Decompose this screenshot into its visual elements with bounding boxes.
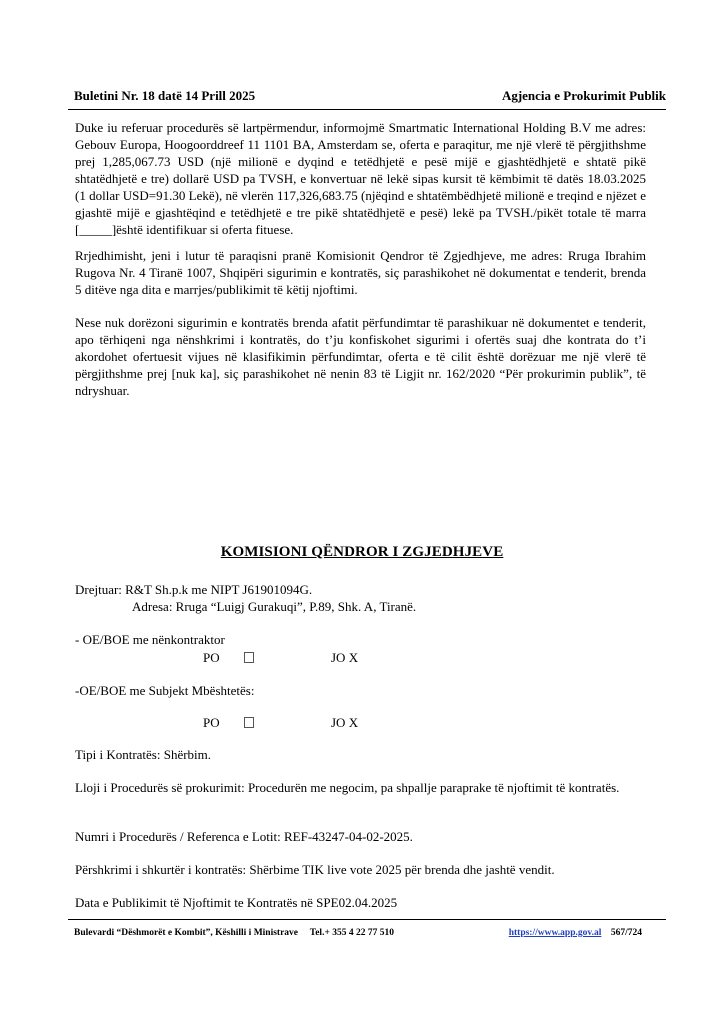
subcontractor-po xyxy=(203,649,254,666)
agency-name: Agjencia e Prokurimit Publik xyxy=(501,88,666,103)
header-rule xyxy=(68,109,666,110)
support-subject-label: -OE/BOE me Subjekt Mbështetës: xyxy=(75,683,255,698)
addressee-address: Adresa: Rruga “Luigj Gurakuqi”, P.89, Shk. A, Tiranë. xyxy=(132,599,417,614)
guarantee-paragraph: Rrjedhimisht, jeni i lutur të paraqisni pranë Komisionit Qendror të Zgjedhjeve, me adres: Rruga Ibrahim Rugova Nr. 4 Tiranë 1007, Shqipëri sigurimin e kontratës, siç parashikohet në dokumentat e tenderit, brenda 5 ditëve nga dita e marrjes/publikimit të këtij njoftimi. xyxy=(75,248,646,297)
forfeit-paragraph: Nese nuk dorëzoni sigurimin e kontratës brenda afatit përfundimtar të parashikuar në dokumentet e tenderit, apo tërhiqeni nga nënshkrimi i kontratës, do t’ju konfiskohet sigurimi i ofertës suaj dhe kontrata do t’i akordohet ofertuesit vijues në klasifikimin përfundimtar, oferta e të cilit është dorëzuar me një vlerë të përgjithshme prej [nuk ka], siç parashikohet në nenin 83 të Ligjit nr. 162/2020 “Për prokurimin publik”, të ndryshuar. xyxy=(75,315,646,398)
support-subject-jo: JO X xyxy=(331,715,359,730)
contract-type: Tipi i Kontratës: Shërbim. xyxy=(75,747,212,762)
checkbox-empty-icon xyxy=(244,652,254,663)
page-footer xyxy=(74,927,642,939)
footer-phone: Tel.+ 355 4 22 77 510 xyxy=(309,928,394,938)
procedure-number: Numri i Procedurës / Referenca e Lotit: REF-43247-04-02-2025. xyxy=(75,829,413,844)
support-subject-po xyxy=(203,714,254,731)
procedure-type: Lloji i Procedurës së prokurimit: Procedurën me negocim, pa shpallje paraprake të njoftimit të kontratës. xyxy=(75,780,620,795)
bulletin-number: Buletini Nr. 18 datë 14 Prill 2025 xyxy=(74,88,256,103)
subcontractor-jo: JO X xyxy=(331,650,359,665)
page-header xyxy=(74,88,666,104)
po-label: PO xyxy=(203,715,220,730)
page-number: 567/724 xyxy=(610,928,642,938)
award-paragraph: Duke iu referuar procedurës së lartpërmendur, informojmë Smartmatic International Holding B.V me adres: Gebouv Europa, Hoogoorddreef 11 1101 BA, Amsterdam se, oferta e paraqitur, me një vlerë të përgjithshme prej 1,285,067.73 USD (një milionë e dyqind e tetëdhjetë e pesë mijë e gjashtëdhjetë e shtatë pikë shtatëdhjetë e tre) dollarë USD pa TVSH, e konvertuar në lekë sipas kursit të këmbimit të datës 18.03.2025 (1 dollar USD=91.30 Lekë), në vlerën 117,326,683.75 (njëqind e shtatëmbëdhjetë milionë e treqind e njëzet e gjashtë mijë e gjashtëqind e tetëdhjetë e tre pikë shtatëdhjetë e pesë) lekë pa TVSH./pikët totale të marra [_____]është identifikuar si oferta fituese. xyxy=(75,120,646,237)
po-label: PO xyxy=(203,650,220,665)
checkbox-empty-icon xyxy=(244,717,254,728)
addressee-line: Drejtuar: R&T Sh.p.k me NIPT J61901094G. xyxy=(75,582,313,597)
section-title: KOMISIONI QËNDROR I ZGJEDHJEVE xyxy=(220,544,504,560)
website-link[interactable]: https://www.app.gov.al xyxy=(508,928,602,938)
publication-date: Data e Publikimit të Njoftimit te Kontratës në SPE02.04.2025 xyxy=(75,895,398,910)
contract-description: Përshkrimi i shkurtër i kontratës: Shërbime TIK live vote 2025 për brenda dhe jashtë vendit. xyxy=(75,862,555,877)
footer-rule xyxy=(68,919,666,920)
subcontractor-label: - OE/BOE me nënkontraktor xyxy=(75,632,225,647)
footer-address: Bulevardi “Dëshmorët e Kombit”, Këshilli i Ministrave xyxy=(74,928,299,938)
